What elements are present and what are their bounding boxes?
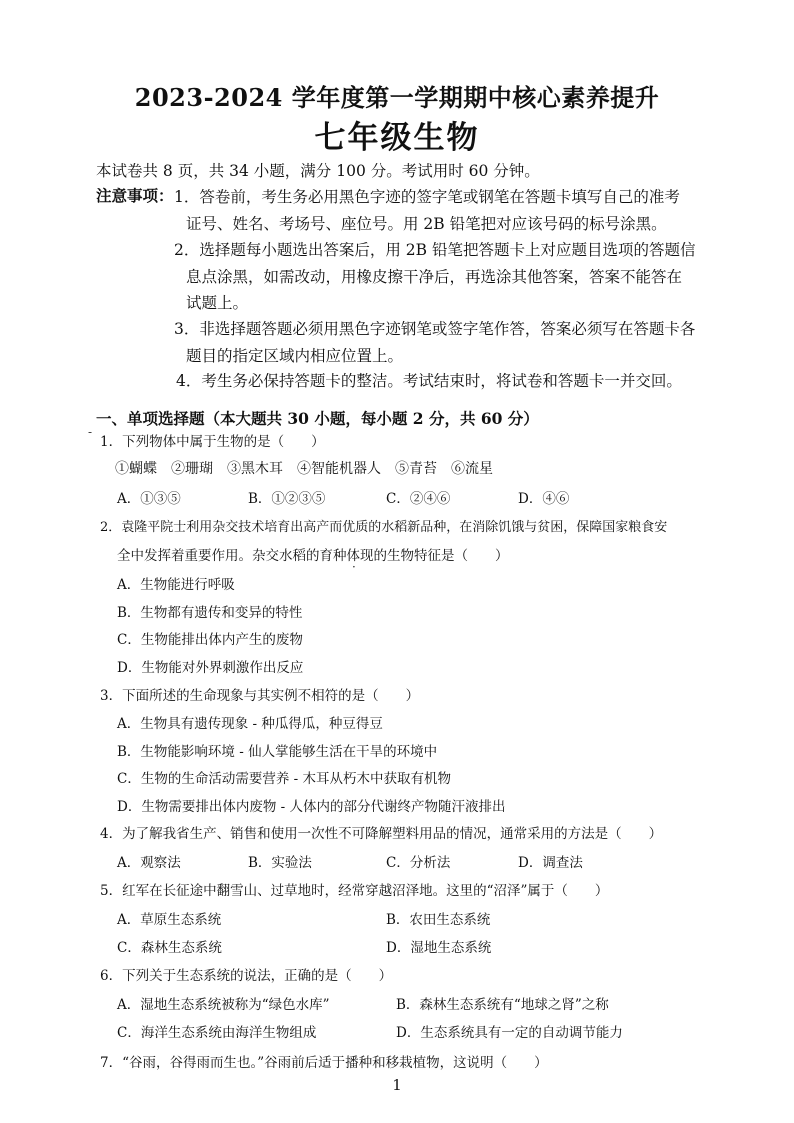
question-2-stem-line-2: 全中发挥着重要作用。杂交水稻的育种体现的生物特征是（ ） [117,548,509,564]
question-1-option-c: C．②④⑥ [386,491,451,507]
page-number: 1 [392,1076,402,1094]
question-4-option-a: A．观察法 [117,855,181,871]
question-4-option-c: C．分析法 [386,855,451,871]
question-1-stem: 1．下列物体中属于生物的是（ ） [100,434,325,450]
question-2-stem: 2．袁隆平院士利用杂交技术培育出高产而优质的水稻新品种，在消除饥饿与贫困，保障国家粮食安 [100,520,668,535]
question-1-items: ①蝴蝶 ②珊瑚 ③黑木耳 ④智能机器人 ⑤青苔 ⑥流星 [115,461,493,477]
question-1-option-d: D．④⑥ [518,491,570,507]
question-3-option-a: A．生物具有遗传现象 - 种瓜得瓜，种豆得豆 [117,716,383,732]
question-6-option-b: B．森林生态系统有“地球之肾”之称 [396,997,609,1013]
note-3-line-2: 题目的指定区域内相应位置上。 [186,347,404,365]
question-5-option-b: B．农田生态系统 [386,912,491,928]
question-6-option-a: A．湿地生态系统被称为“绿色水库” [117,997,330,1013]
question-7-stem: 7．“谷雨，谷得雨而生也。”谷雨前后适于播种和移栽植物，这说明（ ） [100,1055,548,1071]
section-title: 一、单项选择题（本大题共 30 小题，每小题 2 分，共 60 分） [96,409,539,428]
note-3-line-1: 3．非选择题答题必须用黑色字迹钢笔或签字笔作答，答案必须写在答题卡各 [174,320,696,338]
question-3-stem: 3．下面所述的生命现象与其实例不相符的是（ ） [100,688,420,704]
question-2-option-b: B．生物都有遗传和变异的特性 [117,605,303,621]
scan-mark: - [88,425,93,439]
question-1-option-b: B．①②③⑤ [248,491,326,507]
question-4-stem: 4．为了解我省生产、销售和使用一次性不可降解塑料用品的情况，通常采用的方法是（ ） [100,826,663,842]
question-6-stem: 6．下列关于生态系统的说法，正确的是（ ） [100,968,393,984]
question-3-option-d: D．生物需要排出体内废物 - 人体内的部分代谢终产物随汗液排出 [117,799,506,815]
notes-label: 注意事项： [96,186,174,205]
note-4-line-1: 4．考生务必保持答题卡的整洁。考试结束时，将试卷和答题卡一并交回。 [176,372,682,390]
note-2-line-2: 息点涂黑，如需改动，用橡皮擦干净后，再选涂其他答案，答案不能答在 [186,268,683,286]
question-6-option-d: D．生态系统具有一定的自动调节能力 [396,1025,623,1041]
question-2-option-c: C．生物能排出体内产生的废物 [117,632,303,648]
note-1-line-1: 1．答卷前，考生务必用黑色字迹的签字笔或钢笔在答题卡填写自己的准考 [174,188,680,206]
note-2-line-1: 2．选择题每小题选出答案后，用 2B 铅笔把答题卡上对应题目选项的答题信 [174,241,696,259]
exam-intro: 本试卷共 8 页，共 34 小题，满分 100 分。考试用时 60 分钟。 [96,162,540,180]
note-2-line-3: 试题上。 [186,294,249,312]
note-1-line-2: 证号、姓名、考场号、座位号。用 2B 铅笔把对应该号码的标号涂黑。 [186,215,667,233]
question-5-option-c: C．森林生态系统 [117,940,222,956]
question-2-option-a: A．生物能进行呼吸 [117,577,235,593]
question-3-option-b: B．生物能影响环境 - 仙人掌能够生活在干旱的环境中 [117,744,438,760]
question-1-option-a: A．①③⑤ [117,491,181,507]
question-2-option-d: D．生物能对外界刺激作出反应 [117,660,304,676]
question-4-option-b: B．实验法 [248,855,312,871]
scan-mark: · [352,560,356,574]
question-6-option-c: C．海洋生态系统由海洋生物组成 [117,1025,317,1041]
question-5-option-a: A．草原生态系统 [117,912,222,928]
subject-title: 七年级生物 [314,120,480,156]
exam-title: 2023-2024 学年度第一学期期中核心素养提升 [134,83,660,112]
question-5-stem: 5．红军在长征途中翻雪山、过草地时，经常穿越沼泽地。这里的“沼泽”属于（ ） [100,883,609,899]
question-5-option-d: D．湿地生态系统 [386,940,492,956]
question-3-option-c: C．生物的生命活动需要营养 - 木耳从朽木中获取有机物 [117,771,451,787]
question-4-option-d: D．调查法 [518,855,583,871]
